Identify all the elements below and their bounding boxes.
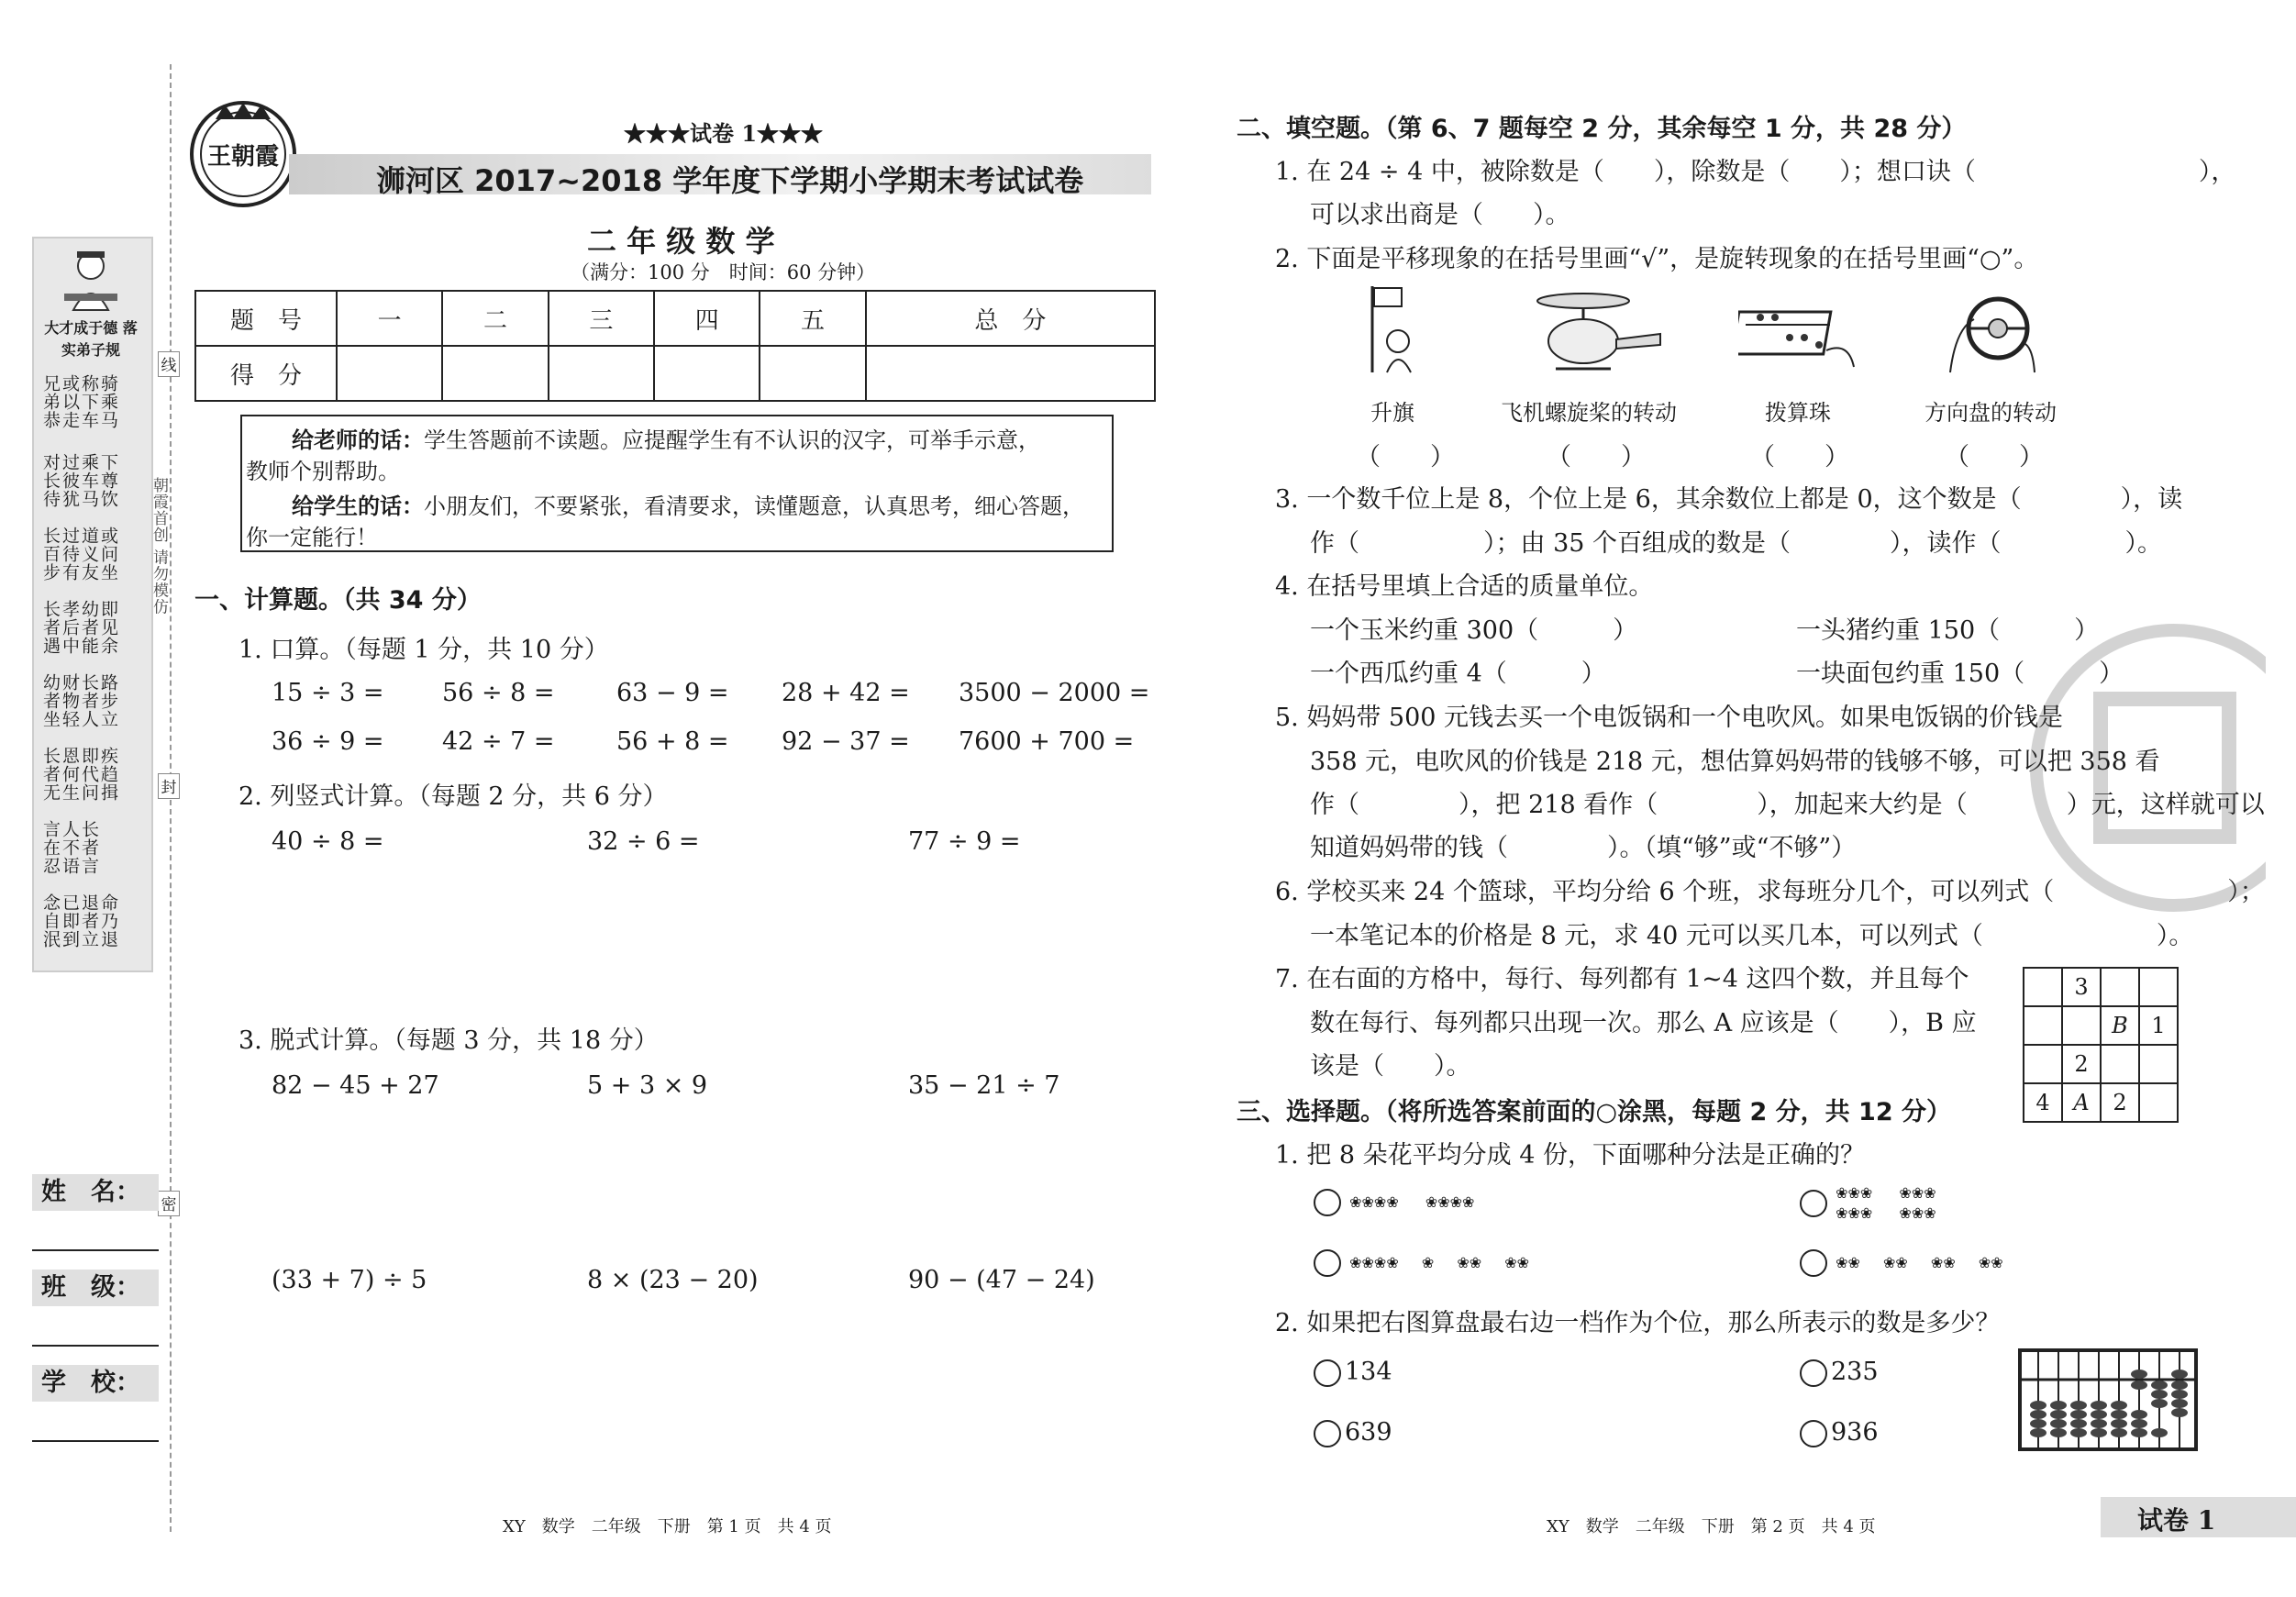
s3-q2: 2. 如果把右图算盘最右边一档作为个位，那么所表示的数是多少？ bbox=[1275, 1309, 2001, 1337]
grid-cell bbox=[2101, 1045, 2139, 1083]
flower-group-icon: ❀❀ bbox=[1504, 1253, 1530, 1271]
score-cell[interactable] bbox=[654, 346, 760, 401]
stepwise-calc: 8 × (23 − 20) bbox=[587, 1266, 759, 1294]
score-header: 四 bbox=[654, 291, 760, 346]
poem-block: 路步立 长者人 财物轻 幼者坐 bbox=[40, 673, 118, 728]
poem-block: 下尊饮 乘车马 过彼犹 对长待 bbox=[40, 453, 118, 508]
section2-title: 二、填空题。（第 6、7 题每空 2 分，其余每空 1 分，共 28 分） bbox=[1237, 115, 1967, 143]
choice-option[interactable] bbox=[1314, 1418, 1392, 1447]
s1-q2-title: 2. 列竖式计算。（每题 2 分，共 6 分） bbox=[238, 782, 668, 811]
oral-calc: 3500 − 2000 = bbox=[959, 679, 1150, 707]
oral-calc: 28 + 42 = bbox=[782, 679, 910, 707]
s2-q5-line2: 358 元，电吹风的价钱是 218 元，想估算妈妈带的钱够不够，可以把 358 看 bbox=[1310, 748, 2160, 776]
grid-cell bbox=[2024, 1045, 2062, 1083]
picture-label: 拨算珠 bbox=[1765, 400, 1831, 426]
score-cell[interactable] bbox=[866, 346, 1155, 401]
stepwise-calc: 5 + 3 × 9 bbox=[587, 1071, 708, 1100]
flower-group-icon: ❀❀❀❀ bbox=[1425, 1192, 1475, 1211]
watermark-seal bbox=[2027, 616, 2266, 919]
choice-value: 936 bbox=[1831, 1418, 1879, 1447]
oral-calc: 63 − 9 = bbox=[616, 679, 729, 707]
score-header: 五 bbox=[760, 291, 865, 346]
s2-q1-line2: 可以求出商是（ ）。 bbox=[1310, 201, 1570, 229]
sidebar-motto: 大才成于德 落实弟子规 bbox=[44, 319, 138, 359]
s2-q5-line1: 5. 妈妈带 500 元钱去买一个电饭锅和一个电吹风。如果电饭锅的价钱是 bbox=[1275, 704, 2064, 732]
paper-badge: ★★★试卷 1★★★ bbox=[624, 120, 824, 147]
picture-label: 方向盘的转动 bbox=[1924, 400, 2057, 426]
s2-q7-line1: 7. 在右面的方格中，每行、每列都有 1~4 这四个数，并且每个 bbox=[1275, 965, 1969, 993]
grid-cell bbox=[2139, 1083, 2178, 1122]
poem-block: 长者言 人不语 言在忍 bbox=[40, 820, 99, 875]
flower-group-icon: ❀❀ bbox=[1930, 1253, 1956, 1271]
exam-title: 浉河区 2017~2018 学年度下学期小学期末考试试卷 bbox=[376, 163, 1084, 198]
choice-value: 235 bbox=[1831, 1358, 1879, 1386]
sidebar-poem bbox=[40, 374, 143, 958]
oral-calc: 36 ÷ 9 = bbox=[272, 727, 384, 756]
s2-q4: 4. 在括号里填上合适的质量单位。 bbox=[1275, 572, 1654, 601]
section1-title: 一、计算题。（共 34 分） bbox=[194, 586, 482, 615]
mass-unit-item: 一头猪约重 150（ ） bbox=[1796, 616, 2100, 645]
poem-block: 骑乘马 称下车 或以走 兄弟恭 bbox=[40, 374, 118, 429]
vertical-calc: 40 ÷ 8 = bbox=[272, 827, 384, 856]
option-b-flowers bbox=[1800, 1183, 1936, 1224]
grid-cell bbox=[2139, 1045, 2178, 1083]
field-name-label: 姓 名： bbox=[32, 1174, 159, 1211]
notice-student-line bbox=[292, 488, 1084, 520]
s2-q3-line1: 3. 一个数千位上是 8，个位上是 6，其余数位上都是 0，这个数是（ ），读 bbox=[1275, 485, 2183, 514]
abacus-hand-image bbox=[1738, 295, 1858, 371]
mass-unit-item: 一个西瓜约重 4（ ） bbox=[1310, 660, 1606, 688]
steering-wheel-image bbox=[1947, 292, 2038, 376]
s2-q3-line2: 作（ ）；由 35 个百组成的数是（ ），读作（ ）。 bbox=[1310, 529, 2163, 558]
poem-block: 疾趋揖 即代问 恩何生 长者无 bbox=[40, 747, 118, 802]
grid-row bbox=[2024, 1083, 2178, 1122]
vertical-calc: 77 ÷ 9 = bbox=[908, 827, 1021, 856]
grid-row bbox=[2024, 1045, 2178, 1083]
mass-unit-item: 一块面包约重 150（ ） bbox=[1796, 660, 2124, 688]
score-table bbox=[194, 290, 1156, 402]
flower-group-icon: ❀❀ bbox=[1457, 1253, 1482, 1271]
stepwise-calc: (33 + 7) ÷ 5 bbox=[272, 1266, 427, 1294]
grid-cell bbox=[2101, 968, 2139, 1006]
option-radio[interactable] bbox=[1314, 1420, 1341, 1447]
score-header: 题 号 bbox=[195, 291, 337, 346]
answer-paren[interactable]: （ ） bbox=[1356, 443, 1455, 471]
grid-cell bbox=[2062, 1006, 2101, 1045]
grid-cell bbox=[2139, 968, 2178, 1006]
answer-paren[interactable]: （ ） bbox=[1945, 443, 2044, 471]
flower-group-icon: ❀❀ bbox=[1883, 1253, 1908, 1271]
flower-group-icon: ❀❀❀ ❀❀❀ bbox=[1836, 1184, 1873, 1222]
notice-student-label: 给学生的话： bbox=[292, 493, 424, 519]
seal-label-feng: 封 bbox=[158, 773, 180, 799]
seal-label-xian: 线 bbox=[158, 351, 180, 377]
grid-cell: 2 bbox=[2101, 1083, 2139, 1122]
stepwise-calc: 35 − 21 ÷ 7 bbox=[908, 1071, 1060, 1100]
option-radio[interactable] bbox=[1314, 1189, 1341, 1216]
grid-cell: B bbox=[2101, 1006, 2139, 1045]
poem-block: 或问坐 道义友 过待有 长百步 bbox=[40, 527, 118, 582]
notice-teacher-line bbox=[292, 422, 1040, 454]
grid-cell: A bbox=[2062, 1083, 2101, 1122]
score-cell[interactable] bbox=[760, 346, 865, 401]
option-a-flowers bbox=[1314, 1189, 1474, 1216]
field-name-input[interactable] bbox=[32, 1249, 159, 1251]
grid-row bbox=[2024, 968, 2178, 1006]
score-cell[interactable] bbox=[442, 346, 548, 401]
section3-title: 三、选择题。（将所选答案前面的○涂黑，每题 2 分，共 12 分） bbox=[1237, 1098, 1952, 1126]
oral-calc: 15 ÷ 3 = bbox=[272, 679, 384, 707]
score-cell[interactable] bbox=[549, 346, 654, 401]
s2-q2: 2. 下面是平移现象的在括号里画“√”，是旋转现象的在括号里画“○”。 bbox=[1275, 245, 2039, 273]
grid-cell: 3 bbox=[2062, 968, 2101, 1006]
notice-student-text-2: 你一定能行！ bbox=[246, 525, 378, 550]
choice-option[interactable] bbox=[1800, 1358, 1879, 1387]
field-class-input[interactable] bbox=[32, 1345, 159, 1347]
oral-calc: 92 − 37 = bbox=[782, 727, 910, 756]
s2-q5-line3: 作（ ），把 218 看作（ ），加起来大约是（ ）元，这样就可以 bbox=[1310, 791, 2265, 819]
score-header: 一 bbox=[337, 291, 442, 346]
flower-group-icon: ❀❀❀ ❀❀❀ bbox=[1899, 1184, 1936, 1222]
s3-q1: 1. 把 8 朵花平均分成 4 份，下面哪种分法是正确的？ bbox=[1275, 1141, 1866, 1170]
abacus-image bbox=[2018, 1348, 2198, 1451]
s2-q6-line2: 一本笔记本的价格是 8 元，求 40 元可以买几本，可以列式（ ）。 bbox=[1310, 922, 2194, 950]
option-radio[interactable] bbox=[1314, 1359, 1341, 1387]
score-table-score-row bbox=[195, 346, 1155, 401]
right-footer: XY 数学 二年级 下册 第 2 页 共 4 页 bbox=[1547, 1517, 1876, 1536]
stepwise-calc: 82 − 45 + 27 bbox=[272, 1071, 439, 1100]
notice-teacher-label: 给老师的话： bbox=[292, 427, 424, 453]
flower-group-icon: ❀ bbox=[1421, 1253, 1435, 1271]
flower-group-icon: ❀❀❀❀ bbox=[1349, 1253, 1399, 1271]
option-d-flowers bbox=[1800, 1249, 2003, 1277]
option-radio[interactable] bbox=[1314, 1249, 1341, 1277]
left-footer: XY 数学 二年级 下册 第 1 页 共 4 页 bbox=[503, 1517, 832, 1536]
s2-q7-line2: 数在每行、每列都只出现一次。那么 A 应该是（ ），B 应 bbox=[1310, 1009, 1977, 1037]
field-school-label: 学 校： bbox=[32, 1365, 159, 1402]
poem-block: 命乃退 退者立 已即到 念自泯 bbox=[40, 893, 118, 948]
grid-cell: 2 bbox=[2062, 1045, 2101, 1083]
score-header: 三 bbox=[549, 291, 654, 346]
s2-q5-line4: 知道妈妈带的钱（ ）。（填“够”或“不够”） bbox=[1310, 834, 1857, 862]
mass-unit-item: 一个玉米约重 300（ ） bbox=[1310, 616, 1638, 645]
notice-teacher-text-2: 教师个别帮助。 bbox=[246, 459, 400, 484]
oral-calc: 7600 + 700 = bbox=[959, 727, 1135, 756]
helicopter-image bbox=[1532, 288, 1669, 372]
choice-value: 639 bbox=[1345, 1418, 1392, 1447]
oral-calc: 56 + 8 = bbox=[616, 727, 729, 756]
brand-logo-text: 王朝霞 bbox=[206, 143, 279, 171]
score-row-label: 得 分 bbox=[195, 346, 337, 401]
notice-student-text: 小朋友们，不要紧张，看清要求，读懂题意，认真思考，细心答题， bbox=[424, 494, 1084, 519]
score-header: 总 分 bbox=[866, 291, 1155, 346]
choice-option[interactable] bbox=[1800, 1418, 1879, 1447]
flower-group-icon: ❀❀ bbox=[1978, 1253, 2003, 1271]
option-radio[interactable] bbox=[1800, 1190, 1827, 1217]
s2-q1-line1: 1. 在 24 ÷ 4 中，被除数是（ ），除数是（ ）；想口诀（ ）， bbox=[1275, 158, 2236, 186]
option-radio[interactable] bbox=[1800, 1249, 1827, 1277]
flower-group-icon: ❀❀ bbox=[1836, 1253, 1860, 1271]
s2-q7-line3: 该是（ ）。 bbox=[1310, 1052, 1471, 1081]
grid-row bbox=[2024, 1006, 2178, 1045]
copyright-note: 朝霞首创 请勿模仿 bbox=[150, 477, 168, 616]
option-radio[interactable] bbox=[1800, 1359, 1827, 1387]
vertical-calc: 32 ÷ 6 = bbox=[587, 827, 700, 856]
corner-label: 试卷 1 bbox=[2137, 1505, 2216, 1536]
s2-q6-line1: 6. 学校买来 24 个篮球，平均分给 6 个班，求每班分几个，可以列式（ ）； bbox=[1275, 878, 2265, 906]
s1-q3-title: 3. 脱式计算。（每题 3 分，共 18 分） bbox=[238, 1026, 659, 1055]
grid-cell: 1 bbox=[2139, 1006, 2178, 1045]
field-class-label: 班 级： bbox=[32, 1270, 159, 1306]
answer-paren[interactable]: （ ） bbox=[1750, 443, 1849, 471]
mascot-image bbox=[55, 246, 127, 312]
flag-raising-image bbox=[1365, 283, 1425, 374]
notice-teacher-text: 学生答题前不读题。应提醒学生有不认识的汉字，可举手示意， bbox=[424, 427, 1040, 453]
oral-calc: 56 ÷ 8 = bbox=[442, 679, 555, 707]
choice-value: 134 bbox=[1345, 1358, 1392, 1386]
flower-group-icon: ❀❀❀❀ bbox=[1349, 1192, 1399, 1211]
score-header: 二 bbox=[442, 291, 548, 346]
grid-cell bbox=[2024, 1006, 2062, 1045]
oral-calc: 42 ÷ 7 = bbox=[442, 727, 555, 756]
seal-label-mi: 密 bbox=[158, 1191, 180, 1216]
stepwise-calc: 90 − (47 − 24) bbox=[908, 1266, 1095, 1294]
answer-paren[interactable]: （ ） bbox=[1547, 443, 1646, 471]
option-c-flowers bbox=[1314, 1249, 1529, 1277]
field-school-input[interactable] bbox=[32, 1440, 159, 1442]
option-radio[interactable] bbox=[1800, 1420, 1827, 1447]
score-table-header-row bbox=[195, 291, 1155, 346]
latin-square-grid bbox=[2023, 967, 2179, 1123]
score-cell[interactable] bbox=[337, 346, 442, 401]
choice-option[interactable] bbox=[1314, 1358, 1392, 1387]
poem-block: 即见余 幼者能 孝后中 长者遇 bbox=[40, 600, 118, 655]
picture-label: 飞机螺旋桨的转动 bbox=[1501, 400, 1677, 426]
subject-title: 二 年 级 数 学 bbox=[587, 224, 775, 259]
grid-cell bbox=[2024, 968, 2062, 1006]
picture-label: 升旗 bbox=[1370, 400, 1414, 426]
grid-cell: 4 bbox=[2024, 1083, 2062, 1122]
s1-q1-title: 1. 口算。（每题 1 分，共 10 分） bbox=[238, 636, 609, 664]
exam-meta: （满分：100 分 时间：60 分钟） bbox=[571, 261, 876, 283]
